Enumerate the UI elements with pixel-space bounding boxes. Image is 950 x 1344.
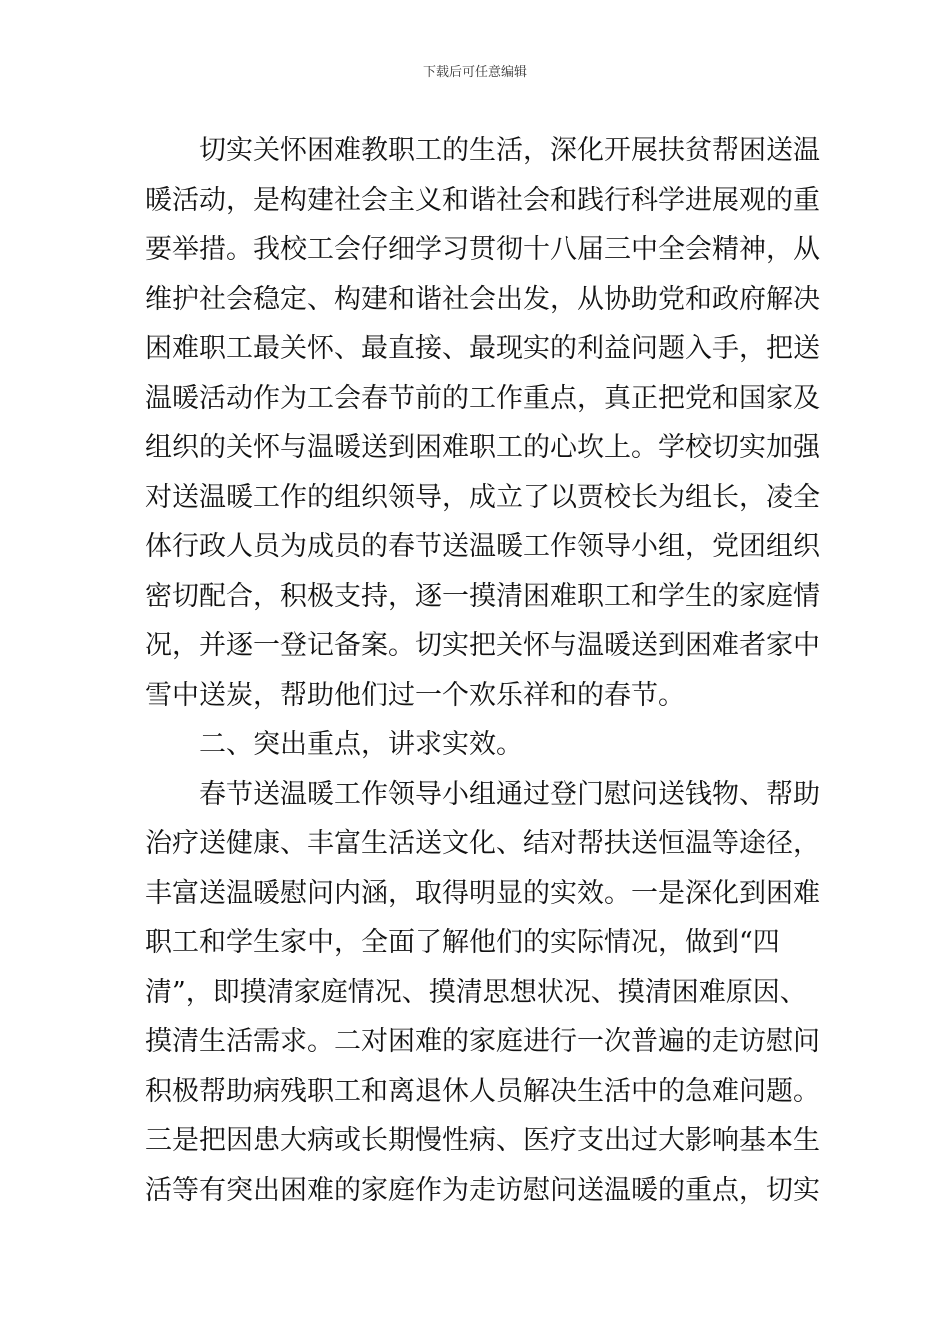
paragraph-line: 况，并逐一登记备案。切实把关怀与温暖送到困难者家中 xyxy=(145,630,820,661)
paragraph-line: 对送温暖工作的组织领导，成立了以贾校长为组长，凌全 xyxy=(145,481,820,513)
paragraph-line: 切实关怀困难教职工的生活，深化开展扶贫帮困送温 xyxy=(199,135,820,166)
paragraph-line: 困难职工最关怀、最直接、最现实的利益问题入手，把送 xyxy=(145,333,820,364)
section-heading: 二、突出重点，讲求实效。 xyxy=(199,729,523,760)
paragraph-line: 组织的关怀与温暖送到困难职工的心坎上。学校切实加强 xyxy=(145,432,820,463)
paragraph-line: 要举措。我校工会仔细学习贯彻十八届三中全会精神，从 xyxy=(145,234,820,265)
paragraph-line: 三是把因患大病或长期慢性病、医疗支出过大影响基本生 xyxy=(145,1125,820,1156)
paragraph-line: 积极帮助病残职工和离退休人员解决生活中的急难问题。 xyxy=(145,1075,820,1107)
paragraph-line: 雪中送炭，帮助他们过一个欢乐祥和的春节。 xyxy=(145,679,685,711)
paragraph-line: 温暖活动作为工会春节前的工作重点，真正把党和国家及 xyxy=(145,382,820,414)
paragraph-line: 职工和学生家中，全面了解他们的实际情况，做到“四 xyxy=(145,927,780,958)
paragraph-line: 活等有突出困难的家庭作为走访慰问送温暖的重点，切实 xyxy=(145,1174,820,1206)
paragraph-line: 摸清生活需求。二对困难的家庭进行一次普遍的走访慰问 xyxy=(145,1026,820,1057)
paragraph-line: 春节送温暖工作领导小组通过登门慰问送钱物、帮助 xyxy=(199,778,820,810)
paragraph-line: 丰富送温暖慰问内涵，取得明显的实效。一是深化到困难 xyxy=(145,877,820,909)
paragraph-line: 暖活动，是构建社会主义和谐社会和践行科学进展观的重 xyxy=(145,184,820,216)
paragraph-line: 体行政人员为成员的春节送温暖工作领导小组，党团组织 xyxy=(145,531,820,562)
page-header: 下载后可任意编辑 xyxy=(422,65,527,80)
paragraph-line: 维护社会稳定、构建和谐社会出发，从协助党和政府解决 xyxy=(145,283,820,315)
paragraph-line: 密切配合，积极支持，逐一摸清困难职工和学生的家庭情 xyxy=(145,580,820,612)
paragraph-line: 治疗送健康、丰富生活送文化、结对帮扶送恒温等途径， xyxy=(145,828,820,859)
paragraph-line: 清”，即摸清家庭情况、摸清思想状况、摸清困难原因、 xyxy=(145,976,807,1008)
document-body xyxy=(145,126,820,1215)
